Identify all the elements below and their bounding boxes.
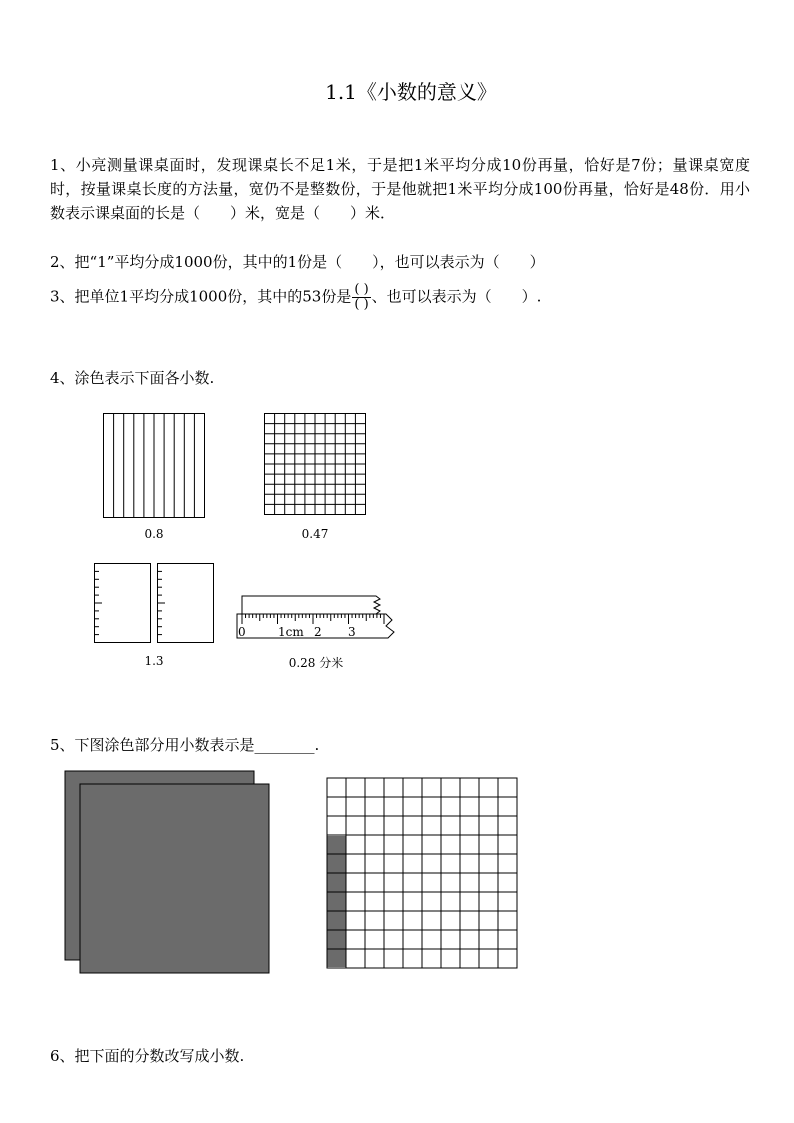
- strips-figure: [103, 413, 205, 518]
- question-4: 4、涂色表示下面各小数.: [50, 369, 215, 387]
- fraction-denominator: ( ): [354, 297, 369, 312]
- grid-figure-large: [326, 777, 519, 970]
- ruler-label-0: 0: [238, 625, 246, 639]
- caption-0-47: 0.47: [301, 527, 329, 541]
- question-3-before: 3、把单位1平均分成1000份，其中的53份是: [50, 287, 352, 306]
- question-2: 2、把“1”平均分成1000份，其中的1份是（ ），也可以表示为（ ）: [50, 253, 545, 271]
- shaded-squares-figure: [64, 770, 272, 976]
- fraction-numerator: ( ): [354, 282, 369, 297]
- page-title: 1.1《小数的意义》: [325, 80, 497, 104]
- ruler-labels: [236, 625, 396, 641]
- question-3: [50, 283, 541, 312]
- fraction-blank: [352, 283, 370, 312]
- tick-rectangle-2: [157, 563, 215, 643]
- ruler-label-3: 3: [348, 625, 356, 639]
- grid-figure-small: [264, 413, 366, 515]
- tick-rectangle-1: [94, 563, 152, 643]
- question-3-after: 、也可以表示为（ ）.: [371, 287, 542, 306]
- question-1: 1、小亮测量课桌面时，发现课桌长不足1米，于是把1米平均分成10份再量，恰好是7份；量课桌宽度时，按量课桌长度的方法量，宽仍不是整数份，于是他就把1米平均分成100份再量，恰好是48份．用小数表示课桌面的长是（ ）米，宽是（ ）米．: [50, 156, 750, 222]
- caption-0-28: 0.28 分米: [288, 656, 344, 670]
- caption-0-8: 0.8: [144, 527, 164, 541]
- ruler-label-2: 2: [314, 625, 322, 639]
- ruler-label-1cm: 1cm: [278, 625, 304, 639]
- question-6: 6、把下面的分数改写成小数.: [50, 1047, 245, 1065]
- question-5: 5、下图涂色部分用小数表示是________.: [50, 736, 320, 754]
- caption-1-3: 1.3: [144, 654, 164, 668]
